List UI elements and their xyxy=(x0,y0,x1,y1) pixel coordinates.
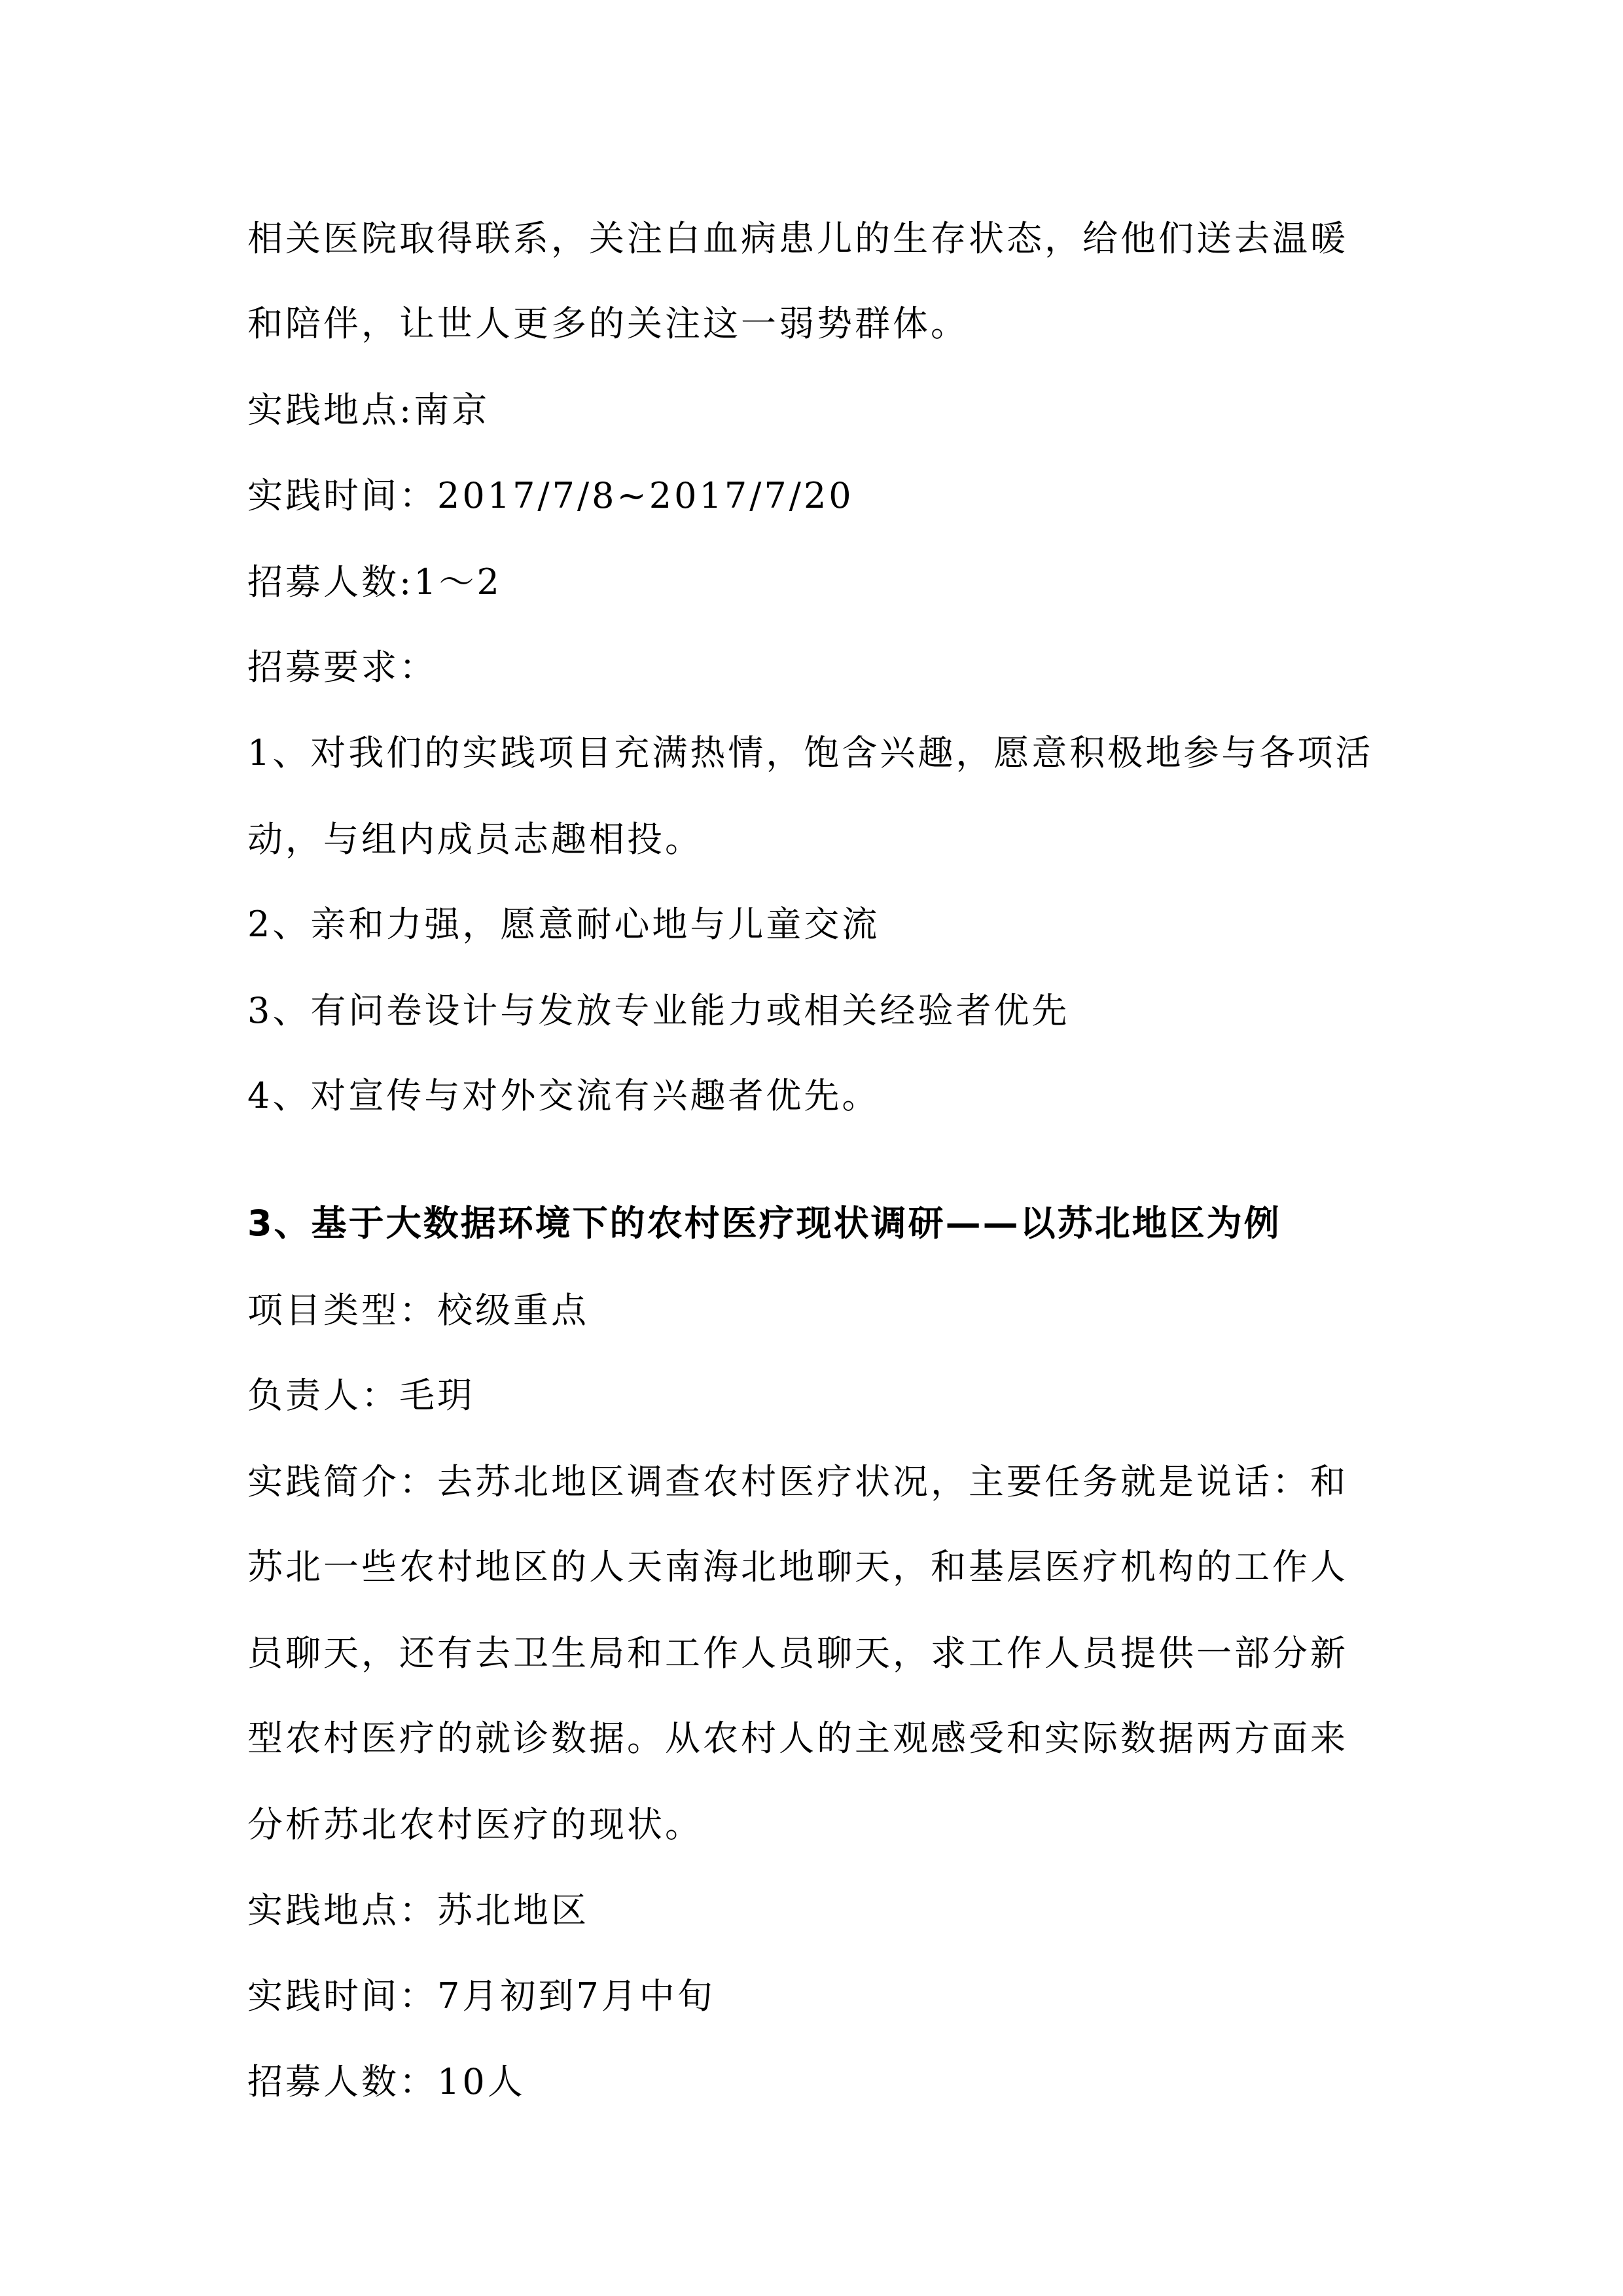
body-text-line: 和陪伴，让世人更多的关注这一弱势群体。 xyxy=(247,303,969,344)
practice-location: 实践地点:南京 xyxy=(247,389,490,431)
recruit-count: 招募人数:1～2 xyxy=(247,561,502,603)
recruit-requirements-label: 招募要求： xyxy=(247,646,437,688)
practice-location: 实践地点：苏北地区 xyxy=(247,1890,589,1931)
practice-intro-cont: 分析苏北农村医疗的现状。 xyxy=(247,1804,703,1845)
practice-intro-cont: 员聊天，还有去卫生局和工作人员聊天，求工作人员提供一部分新 xyxy=(247,1633,1348,1674)
project-lead: 负责人：毛玥 xyxy=(247,1375,475,1416)
section-heading: 3、基于大数据环境下的农村医疗现状调研——以苏北地区为例 xyxy=(247,1203,1281,1244)
practice-intro-cont: 苏北一些农村地区的人天南海北地聊天，和基层医疗机构的工作人 xyxy=(247,1546,1348,1587)
requirement-item-1: 1、对我们的实践项目充满热情，饱含兴趣，愿意积极地参与各项活 xyxy=(247,732,1374,773)
practice-time: 实践时间：7月初到7月中旬 xyxy=(247,1975,715,2017)
practice-intro-cont: 型农村医疗的就诊数据。从农村人的主观感受和实际数据两方面来 xyxy=(247,1718,1348,1759)
recruit-count: 招募人数：10人 xyxy=(247,2061,526,2102)
practice-time: 实践时间：2017/7/8~2017/7/20 xyxy=(247,475,854,516)
body-text-line: 相关医院取得联系，关注白血病患儿的生存状态，给他们送去温暖 xyxy=(247,218,1348,259)
requirement-item-1-cont: 动，与组内成员志趣相投。 xyxy=(247,819,703,860)
practice-intro: 实践简介：去苏北地区调查农村医疗状况，主要任务就是说话：和 xyxy=(247,1461,1348,1502)
requirement-item-4: 4、对宣传与对外交流有兴趣者优先。 xyxy=(247,1075,880,1116)
project-type: 项目类型：校级重点 xyxy=(247,1290,589,1331)
requirement-item-2: 2、亲和力强，愿意耐心地与儿童交流 xyxy=(247,904,880,945)
requirement-item-3: 3、有问卷设计与发放专业能力或相关经验者优先 xyxy=(247,990,1070,1031)
